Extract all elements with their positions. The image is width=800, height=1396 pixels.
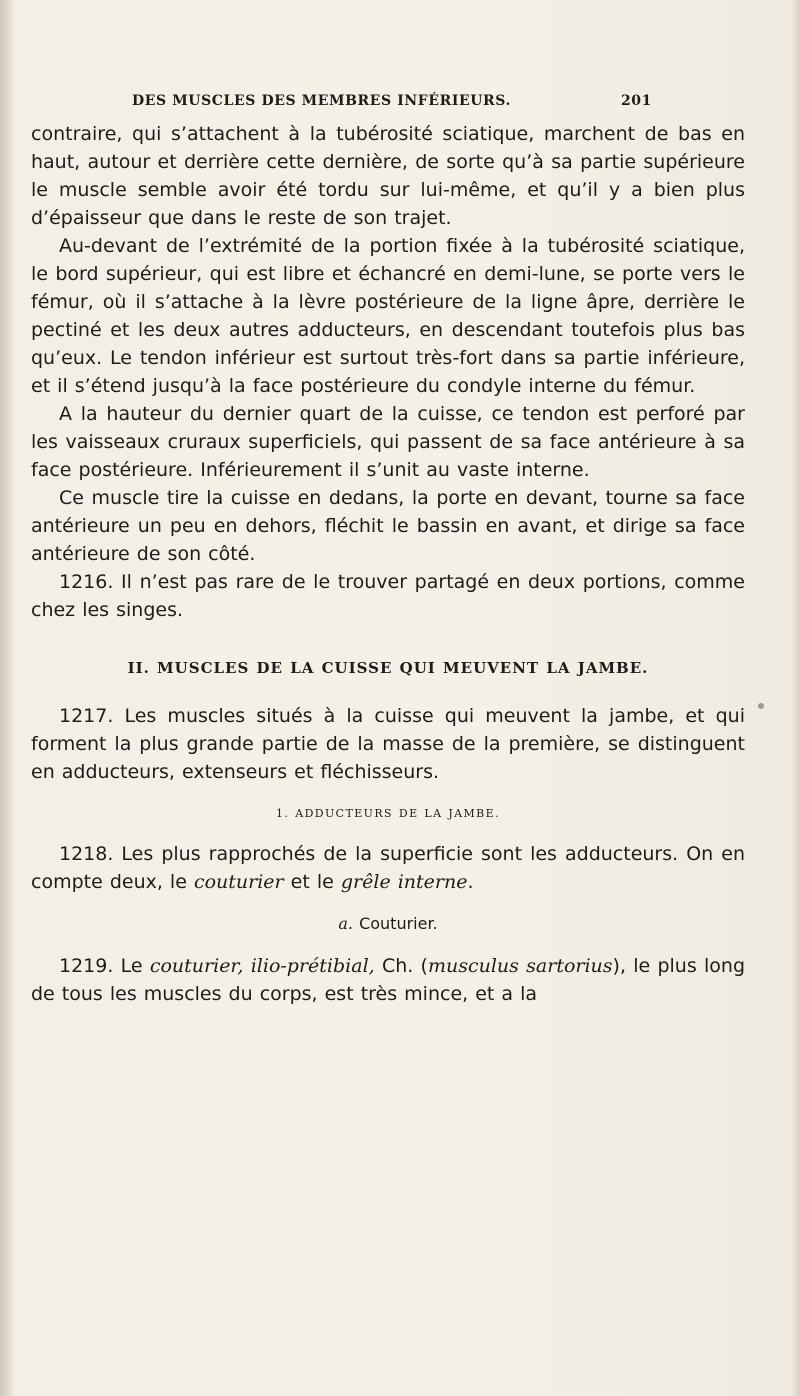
italic-term: couturier [193, 871, 284, 893]
running-header [132, 93, 652, 115]
italic-term: musculus sartorius [427, 955, 613, 977]
paragraph [31, 840, 745, 896]
text-run: ), le plus long de tous les muscles du corps, est très mince, et a la [31, 955, 746, 1005]
text-run: et le [283, 871, 341, 893]
paragraph: 1216. Il n’est pas rare de le trouver partagé en deux portions, comme chez les singes. [31, 571, 745, 621]
page-edge-shadow [792, 0, 800, 1396]
page-body [31, 120, 745, 1008]
paragraph [31, 952, 745, 1008]
paragraph: 1217. Les muscles situés à la cuisse qui meuvent la jambe, et qui forment la plus grande partie de la masse de la première, se distinguent en adducteurs, extenseurs et fléchisseurs. [31, 705, 745, 783]
subsubsection-label: a. [338, 914, 353, 933]
text-run: 1219. Le [59, 955, 150, 977]
binding-shadow [0, 0, 14, 1396]
page-number: 201 [620, 93, 652, 109]
paragraph: A la hauteur du dernier quart de la cuisse, ce tendon est perforé par les vaisseaux cruraux superficiels, qui passent de sa face antérieure à sa face postérieure. Inférieurement il s’unit au vaste interne. [31, 403, 745, 481]
text-run: . [467, 871, 474, 893]
paragraph-continuation: contraire, qui s’attachent à la tubérosité sciatique, marchent de bas en haut, autour et derrière cette dernière, de sorte qu’à sa partie supérieure le muscle semble avoir été tordu sur lui-même, et qu’il y a bien plus d’épaisseur que dans le reste de son trajet. [31, 123, 745, 229]
running-title: DES MUSCLES DES MEMBRES INFÉRIEURS. [132, 93, 511, 109]
ink-speck [758, 703, 764, 709]
subsection-heading: 1. ADDUCTEURS DE LA JAMBE. [276, 807, 500, 820]
section-heading: II. MUSCLES DE LA CUISSE QUI MEUVENT LA JAMBE. [127, 659, 649, 677]
text-run: 1218. Les plus rapprochés de la superficie sont les adducteurs. On en compte deux, le [31, 843, 745, 893]
paragraph: Ce muscle tire la cuisse en dedans, la porte en devant, tourne sa face antérieure un peu en dehors, fléchit le bassin en avant, et dirige sa face antérieure de son côté. [31, 487, 745, 565]
subsubsection-heading [31, 910, 745, 938]
paragraph: Au-devant de l’extrémité de la portion fixée à la tubérosité sciatique, le bord supérieur, qui est libre et échancré en demi-lune, se porte vers le fémur, où il s’attache à la lèvre postérieure de la ligne âpre, derrière le pectiné et les deux autres adducteurs, en descendant toutefois plus bas qu’eux. Le tendon inférieur est surtout très-fort dans sa partie inférieure, et il s’étend jusqu’à la face postérieure du condyle interne du fémur. [31, 235, 745, 397]
italic-term: couturier, ilio-prétibial, [149, 955, 375, 977]
italic-term: grêle interne [340, 871, 468, 893]
subsubsection-title: Couturier. [359, 914, 438, 933]
text-run: Ch. ( [374, 955, 428, 977]
